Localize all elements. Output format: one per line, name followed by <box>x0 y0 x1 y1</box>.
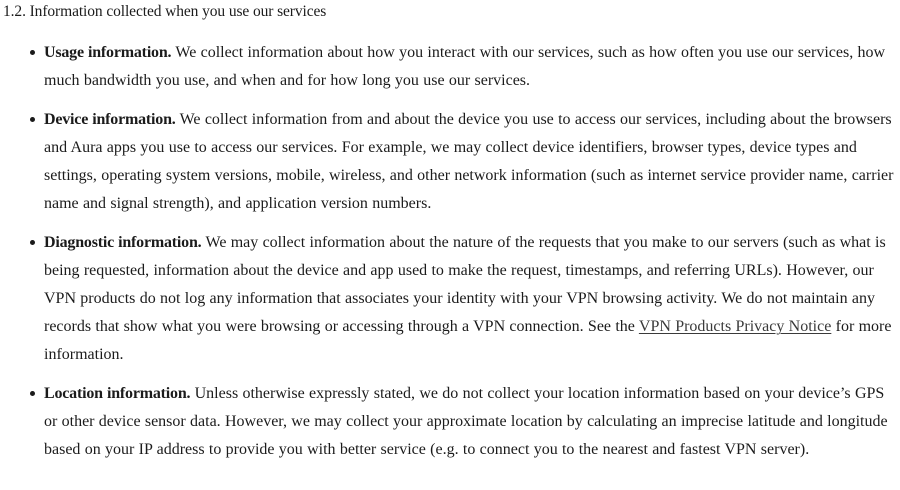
vpn-privacy-notice-link[interactable]: VPN Products Privacy Notice <box>638 318 832 335</box>
info-bullet-list <box>3 39 894 464</box>
item-term: Diagnostic information. <box>44 234 202 251</box>
item-term: Usage information. <box>44 44 172 61</box>
bullet-icon <box>30 391 35 396</box>
item-text: We collect information about how you interact with our services, such as how often you use our services, how much bandwidth you use, and when and for how long you use our services. <box>44 44 886 89</box>
bullet-icon <box>30 50 35 55</box>
item-text: We may collect information about the nature of the requests that you make to our servers (such as what is being requested, information about the device and app used to make the request, timestamps, and referring URLs). However, our VPN products do not log any information that associates your identity with your VPN browsing activity. We do not maintain any records that show what you were browsing or accessing through a VPN connection. See the <box>44 234 886 335</box>
list-item-device-information <box>3 106 894 218</box>
item-text-after-link: for more information. <box>44 318 892 363</box>
bullet-icon <box>30 117 35 122</box>
bullet-icon <box>30 240 35 245</box>
item-text: Unless otherwise expressly stated, we do not collect your location information based on your device’s GPS or other device sensor data. However, we may collect your approximate location by calculating an imprecise latitude and longitude based on your IP address to provide you with better service (e.g. to connect you to the nearest and fastest VPN server). <box>44 385 888 458</box>
section-heading: 1.2. Information collected when you use our services <box>3 3 327 20</box>
list-item-diagnostic-information <box>3 229 894 369</box>
list-item-location-information <box>3 380 894 464</box>
item-term: Location information. <box>44 385 191 402</box>
item-text: We collect information from and about the device you use to access our services, including about the browsers and Aura apps you use to access our services. For example, we may collect device identifiers, browser types, device types and settings, operating system versions, mobile, wireless, and other network information (such as internet service provider name, carrier name and signal strength), and application version numbers. <box>44 111 894 212</box>
list-item-usage-information <box>3 39 894 95</box>
item-term: Device information. <box>44 111 176 128</box>
